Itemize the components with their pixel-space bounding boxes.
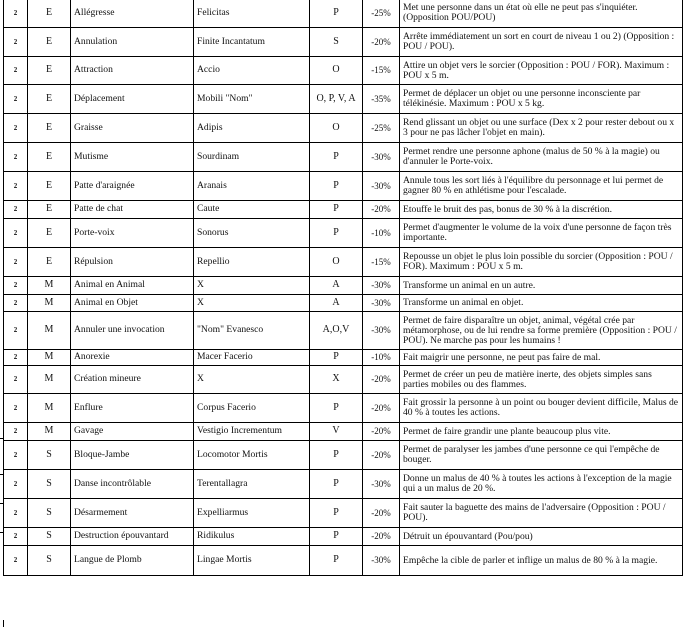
table-row bbox=[4, 470, 683, 499]
malus-cell: -20% bbox=[363, 394, 400, 423]
malus-cell: -30% bbox=[363, 277, 400, 295]
level-cell: 2 bbox=[4, 28, 28, 57]
spell-name-cell: Bloque-Jambe bbox=[71, 441, 194, 470]
description-cell: Permet de paralyser les jambes d'une personne ce qui l'empêche de bouger. bbox=[400, 441, 683, 470]
incantation-cell: Aranais bbox=[194, 172, 310, 201]
table-row bbox=[4, 57, 683, 85]
incantation-cell: Lingae Mortis bbox=[194, 546, 310, 576]
level-cell: 2 bbox=[4, 546, 28, 576]
level-cell: 2 bbox=[4, 350, 28, 366]
malus-cell: -20% bbox=[363, 28, 400, 57]
spell-name-cell: Création mineure bbox=[71, 366, 194, 394]
school-cell: M bbox=[28, 366, 71, 394]
school-cell: E bbox=[28, 172, 71, 201]
spell-name-cell: Patte d'araignée bbox=[71, 172, 194, 201]
target-type-cell: P bbox=[310, 470, 363, 499]
spell-name-cell: Désarmement bbox=[71, 499, 194, 528]
malus-cell: -10% bbox=[363, 350, 400, 366]
level-cell: 2 bbox=[4, 470, 28, 499]
school-cell: M bbox=[28, 277, 71, 295]
target-type-cell: S bbox=[310, 28, 363, 57]
incantation-cell: Felicitas bbox=[194, 0, 310, 28]
school-cell: M bbox=[28, 312, 71, 350]
malus-cell: -20% bbox=[363, 201, 400, 219]
incantation-cell: Locomotor Mortis bbox=[194, 441, 310, 470]
level-cell: 2 bbox=[4, 441, 28, 470]
table-row bbox=[4, 528, 683, 546]
malus-cell: -20% bbox=[363, 528, 400, 546]
target-type-cell: A bbox=[310, 295, 363, 312]
incantation-cell: X bbox=[194, 295, 310, 312]
incantation-cell: Sonorus bbox=[194, 219, 310, 248]
level-cell: 2 bbox=[4, 528, 28, 546]
malus-cell: -30% bbox=[363, 470, 400, 499]
school-cell: S bbox=[28, 441, 71, 470]
level-cell: 2 bbox=[4, 57, 28, 85]
table-row bbox=[4, 172, 683, 201]
school-cell: E bbox=[28, 0, 71, 28]
malus-cell: -15% bbox=[363, 248, 400, 277]
target-type-cell: P bbox=[310, 0, 363, 28]
malus-cell: -25% bbox=[363, 0, 400, 28]
spell-name-cell: Langue de Plomb bbox=[71, 546, 194, 576]
level-cell: 2 bbox=[4, 143, 28, 172]
table-row bbox=[4, 219, 683, 248]
spell-name-cell: Animal en Objet bbox=[71, 295, 194, 312]
incantation-cell: X bbox=[194, 366, 310, 394]
table-row bbox=[4, 499, 683, 528]
target-type-cell: P bbox=[310, 143, 363, 172]
spell-name-cell: Attraction bbox=[71, 57, 194, 85]
table-row bbox=[4, 394, 683, 423]
target-type-cell: P bbox=[310, 528, 363, 546]
target-type-cell: P bbox=[310, 441, 363, 470]
school-cell: M bbox=[28, 423, 71, 441]
spell-name-cell: Enflure bbox=[71, 394, 194, 423]
incantation-cell: Repellio bbox=[194, 248, 310, 277]
target-type-cell: P bbox=[310, 350, 363, 366]
incantation-cell: Macer Facerio bbox=[194, 350, 310, 366]
table-row bbox=[4, 277, 683, 295]
spell-table-body bbox=[4, 0, 683, 576]
incantation-cell: X bbox=[194, 277, 310, 295]
description-cell: Permet de créer un peu de matière inerte, des objets simples sans parties mobiles ou des flammes. bbox=[400, 366, 683, 394]
school-cell: M bbox=[28, 295, 71, 312]
malus-cell: -25% bbox=[363, 114, 400, 143]
incantation-cell: "Nom" Evanesco bbox=[194, 312, 310, 350]
table-row bbox=[4, 143, 683, 172]
malus-cell: -10% bbox=[363, 219, 400, 248]
incantation-cell: Mobili "Nom" bbox=[194, 85, 310, 114]
level-cell: 2 bbox=[4, 0, 28, 28]
level-cell: 2 bbox=[4, 201, 28, 219]
incantation-cell: Corpus Facerio bbox=[194, 394, 310, 423]
description-cell: Empêche la cible de parler et inflige un malus de 80 % à la magie. bbox=[400, 546, 683, 576]
incantation-cell: Caute bbox=[194, 201, 310, 219]
spell-name-cell: Porte-voix bbox=[71, 219, 194, 248]
spell-name-cell: Déplacement bbox=[71, 85, 194, 114]
malus-cell: -30% bbox=[363, 546, 400, 576]
target-type-cell: P bbox=[310, 546, 363, 576]
description-cell: Permet de déplacer un objet ou une personne inconsciente par télékinésie. Maximum : POU x 5 kg. bbox=[400, 85, 683, 114]
school-cell: M bbox=[28, 350, 71, 366]
school-cell: E bbox=[28, 57, 71, 85]
target-type-cell: A,O,V bbox=[310, 312, 363, 350]
spell-name-cell: Patte de chat bbox=[71, 201, 194, 219]
school-cell: M bbox=[28, 394, 71, 423]
incantation-cell: Terentallagra bbox=[194, 470, 310, 499]
school-cell: E bbox=[28, 219, 71, 248]
incantation-cell: Sourdinam bbox=[194, 143, 310, 172]
table-row bbox=[4, 423, 683, 441]
target-type-cell: O bbox=[310, 248, 363, 277]
malus-cell: -15% bbox=[363, 57, 400, 85]
table-row bbox=[4, 295, 683, 312]
level-cell: 2 bbox=[4, 394, 28, 423]
table-row bbox=[4, 201, 683, 219]
description-cell: Attire un objet vers le sorcier (Opposition : POU / FOR). Maximum : POU x 5 m. bbox=[400, 57, 683, 85]
table-row bbox=[4, 114, 683, 143]
description-cell: Rend glissant un objet ou une surface (Dex x 2 pour rester debout ou x 3 pour ne pas lâcher l'objet en main). bbox=[400, 114, 683, 143]
spell-table bbox=[3, 0, 683, 576]
school-cell: E bbox=[28, 248, 71, 277]
level-cell: 2 bbox=[4, 295, 28, 312]
spell-name-cell: Danse incontrôlable bbox=[71, 470, 194, 499]
malus-cell: -30% bbox=[363, 172, 400, 201]
description-cell: Etouffe le bruit des pas, bonus de 30 % à la discrétion. bbox=[400, 201, 683, 219]
level-cell: 2 bbox=[4, 85, 28, 114]
description-cell: Donne un malus de 40 % à toutes les actions à l'exception de la magie qui a un malus de 20 %. bbox=[400, 470, 683, 499]
malus-cell: -35% bbox=[363, 85, 400, 114]
table-row bbox=[4, 248, 683, 277]
incantation-cell: Accio bbox=[194, 57, 310, 85]
spell-name-cell: Graisse bbox=[71, 114, 194, 143]
school-cell: E bbox=[28, 143, 71, 172]
level-cell: 2 bbox=[4, 172, 28, 201]
school-cell: S bbox=[28, 499, 71, 528]
spell-name-cell: Allégresse bbox=[71, 0, 194, 28]
school-cell: E bbox=[28, 114, 71, 143]
spell-table-container bbox=[3, 0, 683, 576]
school-cell: S bbox=[28, 546, 71, 576]
description-cell: Permet rendre une personne aphone (malus de 50 % à la magie) ou d'annuler le Porte-voix. bbox=[400, 143, 683, 172]
level-cell: 2 bbox=[4, 312, 28, 350]
level-cell: 2 bbox=[4, 423, 28, 441]
level-cell: 2 bbox=[4, 248, 28, 277]
level-cell: 2 bbox=[4, 499, 28, 528]
malus-cell: -20% bbox=[363, 366, 400, 394]
table-row bbox=[4, 441, 683, 470]
description-cell: Met une personne dans un état où elle ne peut pas s'inquiéter. (Opposition POU/POU) bbox=[400, 0, 683, 28]
incantation-cell: Expelliarmus bbox=[194, 499, 310, 528]
description-cell: Arrête immédiatement un sort en court de niveau 1 ou 2) (Opposition : POU / POU). bbox=[400, 28, 683, 57]
spell-name-cell: Annulation bbox=[71, 28, 194, 57]
spell-name-cell: Anorexie bbox=[71, 350, 194, 366]
table-continuation bbox=[3, 620, 683, 627]
malus-cell: -20% bbox=[363, 441, 400, 470]
malus-cell: -20% bbox=[363, 499, 400, 528]
table-row bbox=[4, 85, 683, 114]
description-cell: Annule tous les sort liés à l'équilibre du personnage et lui permet de gagner 80 % en athlétisme pour l'escalade. bbox=[400, 172, 683, 201]
malus-cell: -30% bbox=[363, 295, 400, 312]
target-type-cell: P bbox=[310, 219, 363, 248]
spell-name-cell: Mutisme bbox=[71, 143, 194, 172]
school-cell: E bbox=[28, 201, 71, 219]
school-cell: E bbox=[28, 85, 71, 114]
description-cell: Repousse un objet le plus loin possible du sorcier (Opposition : POU / FOR). Maximum : POU x 5 m. bbox=[400, 248, 683, 277]
school-cell: S bbox=[28, 528, 71, 546]
spell-name-cell: Gavage bbox=[71, 423, 194, 441]
description-cell: Permet de faire grandir une plante beaucoup plus vite. bbox=[400, 423, 683, 441]
level-cell: 2 bbox=[4, 114, 28, 143]
incantation-cell: Adipis bbox=[194, 114, 310, 143]
description-cell: Transforme un animal en un autre. bbox=[400, 277, 683, 295]
description-cell: Permet d'augmenter le volume de la voix d'une personne de façon très importante. bbox=[400, 219, 683, 248]
table-row bbox=[4, 28, 683, 57]
incantation-cell: Vestigio Incrementum bbox=[194, 423, 310, 441]
description-cell: Transforme un animal en objet. bbox=[400, 295, 683, 312]
target-type-cell: A bbox=[310, 277, 363, 295]
target-type-cell: P bbox=[310, 394, 363, 423]
school-cell: S bbox=[28, 470, 71, 499]
target-type-cell: P bbox=[310, 201, 363, 219]
table-row bbox=[4, 350, 683, 366]
target-type-cell: O, P, V, A bbox=[310, 85, 363, 114]
malus-cell: -30% bbox=[363, 312, 400, 350]
table-row bbox=[4, 366, 683, 394]
target-type-cell: O bbox=[310, 57, 363, 85]
level-cell: 2 bbox=[4, 366, 28, 394]
spell-name-cell: Animal en Animal bbox=[71, 277, 194, 295]
spell-name-cell: Destruction épouvantard bbox=[71, 528, 194, 546]
target-type-cell: X bbox=[310, 366, 363, 394]
table-row bbox=[4, 0, 683, 28]
incantation-cell: Ridikulus bbox=[194, 528, 310, 546]
target-type-cell: O bbox=[310, 114, 363, 143]
spell-name-cell: Annuler une invocation bbox=[71, 312, 194, 350]
description-cell: Fait maigrir une personne, ne peut pas faire de mal. bbox=[400, 350, 683, 366]
malus-cell: -20% bbox=[363, 423, 400, 441]
target-type-cell: P bbox=[310, 172, 363, 201]
malus-cell: -30% bbox=[363, 143, 400, 172]
table-row bbox=[4, 546, 683, 576]
incantation-cell: Finite Incantatum bbox=[194, 28, 310, 57]
description-cell: Fait grossir la personne à un point ou bouger devient difficile, Malus de 40 % à toutes les actions. bbox=[400, 394, 683, 423]
description-cell: Permet de faire disparaître un objet, animal, végétal crée par métamorphose, ou de lui rendre sa forme première (Opposition : POU / POU). Ne marche pas pour les humains ! bbox=[400, 312, 683, 350]
spell-name-cell: Répulsion bbox=[71, 248, 194, 277]
description-cell: Fait sauter la baguette des mains de l'adversaire (Opposition : POU / POU). bbox=[400, 499, 683, 528]
table-row bbox=[4, 312, 683, 350]
description-cell: Détruit un épouvantard (Pou/pou) bbox=[400, 528, 683, 546]
target-type-cell: P bbox=[310, 499, 363, 528]
target-type-cell: V bbox=[310, 423, 363, 441]
school-cell: E bbox=[28, 28, 71, 57]
level-cell: 2 bbox=[4, 277, 28, 295]
level-cell: 2 bbox=[4, 219, 28, 248]
